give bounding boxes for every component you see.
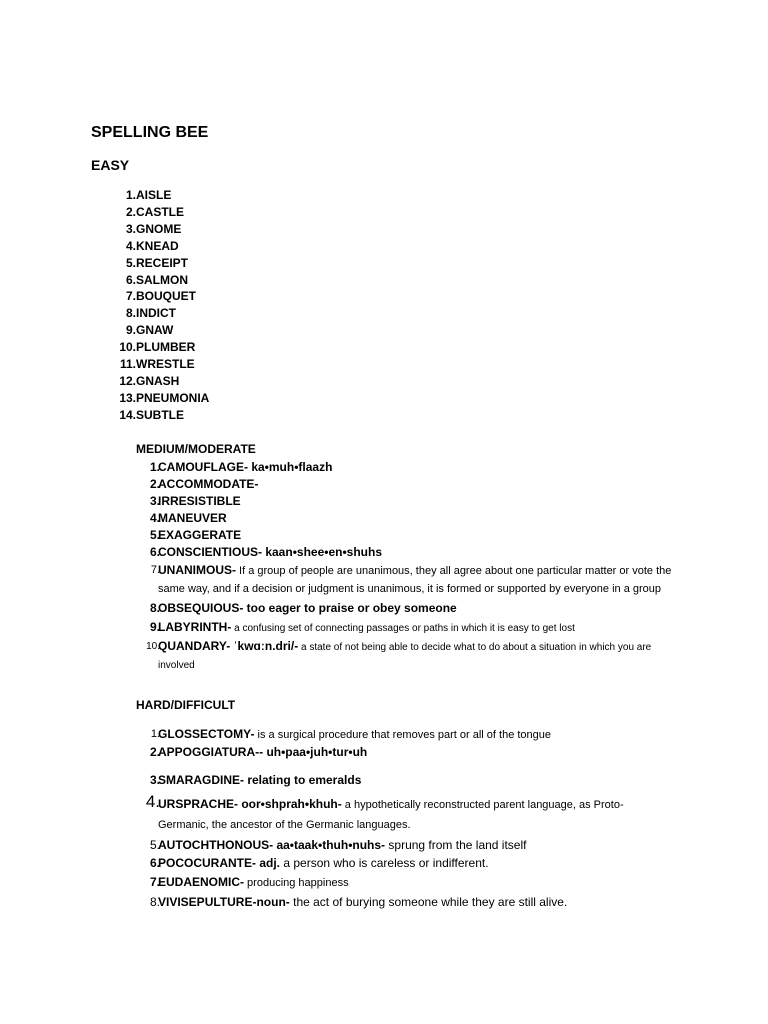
list-item: 8. INDICT <box>125 306 176 321</box>
list-item: 1. GLOSSECTOMY- is a surgical procedure that removes part or all of the tongue <box>150 727 552 741</box>
list-item: 3. GNOME <box>125 221 182 236</box>
list-item: 5. AUTOCHTHONOUS- aa•taak•thuh•nuhs- sprung from the land itself <box>149 837 527 852</box>
list-item: 10. QUANDARY- ˈkwɑːn.dri/- a state of not being able to decide what to do about a situation in which you are involved <box>146 639 652 672</box>
list-item: 1. CAMOUFLAGE- ka•muh•flaazh <box>149 460 333 474</box>
medium-heading: MEDIUM/MODERATE <box>136 442 256 456</box>
list-item: 4. URSPRACHE- oor•shprah•khuh- a hypothetically reconstructed parent language, as Proto-Germanic, the ancestor of the Germanic languages. <box>145 791 624 831</box>
list-item: 8. VIVISEPULTURE-noun- the act of burying someone while they are still alive. <box>149 894 568 909</box>
list-item: 5. EXAGGERATE <box>149 527 242 542</box>
list-item: 2. APPOGGIATURA-- uh•paa•juh•tur•uh <box>149 744 368 759</box>
list-item: 7. BOUQUET <box>125 289 196 304</box>
easy-heading: EASY <box>91 157 130 173</box>
list-item: 3. SMARAGDINE- relating to emeralds <box>149 772 362 787</box>
list-item: 2. CASTLE <box>125 204 184 219</box>
list-item: 11. WRESTLE <box>119 357 195 372</box>
list-item: 6. SALMON <box>125 272 188 287</box>
list-item: 10. PLUMBER <box>119 340 196 355</box>
medium-list <box>146 459 678 674</box>
list-item: 1. AISLE <box>125 188 172 202</box>
list-item: 6. POCOCURANTE- adj. a person who is careless or indifferent. <box>149 855 489 870</box>
list-item: 4. KNEAD <box>125 238 179 253</box>
easy-list <box>119 187 210 424</box>
list-item: 9. GNAW <box>125 323 174 338</box>
page-title: SPELLING BEE <box>91 124 209 141</box>
list-item: 13. PNEUMONIA <box>119 390 210 405</box>
hard-list <box>145 726 648 912</box>
list-item: 4. MANEUVER <box>149 510 227 525</box>
list-item: 8. OBSEQUIOUS- too eager to praise or obey someone <box>149 601 457 616</box>
list-item: 14. SUBTLE <box>119 407 184 422</box>
list-item: 2. ACCOMMODATE- <box>149 476 259 491</box>
list-item: 7. UNANIMOUS- If a group of people are unanimous, they all agree about one particular matter or vote the same way, and if a decision or judgment is unanimous, it is formed or supported by everyone in a group <box>150 563 672 596</box>
list-item: 9. LABYRINTH- a confusing set of connecting passages or paths in which it is easy to get lost <box>149 620 575 635</box>
list-item: 3. IRRESISTIBLE <box>149 493 241 508</box>
list-item: 5. RECEIPT <box>125 255 189 270</box>
list-item: 6. CONSCIENTIOUS- kaan•shee•en•shuhs <box>149 544 382 559</box>
list-item: 7. EUDAENOMIC- producing happiness <box>149 874 349 889</box>
list-item: 12. GNASH <box>119 373 180 388</box>
hard-heading: HARD/DIFFICULT <box>136 698 236 712</box>
